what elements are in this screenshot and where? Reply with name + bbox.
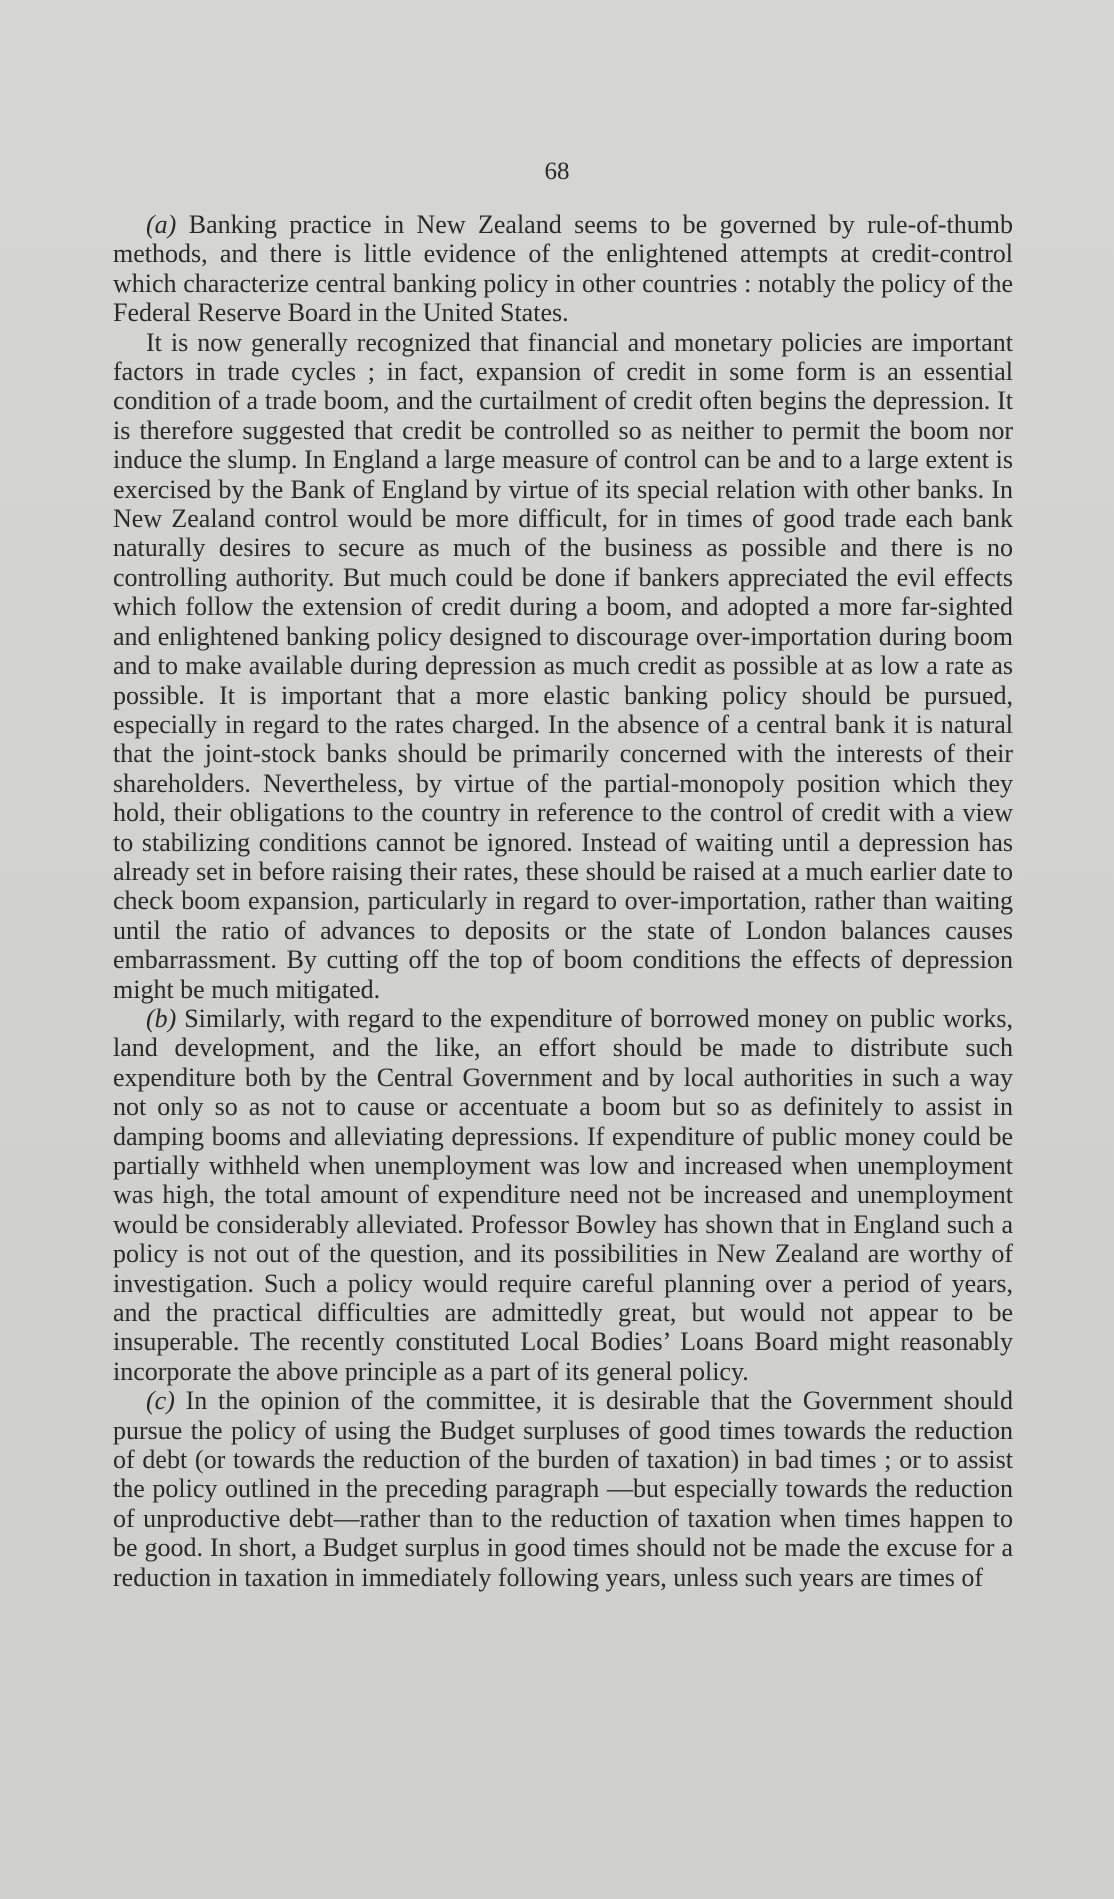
body-text [113,210,1013,1592]
paragraph-a [113,210,1013,328]
paragraph-marker-a: (a) [146,210,177,239]
paragraph-text-credit-control: It is now generally recognized that financial and monetary policies are important factors in trade cycles ; in fact, expansion of credit in some form is an essential condition of a trade boom, and the curtailment of credit often begins the depression. It is therefore suggested that credit be controlled so as neither to permit the boom nor induce the slump. In England a large measure of control can be and to a large extent is exercised by the Bank of England by virtue of its special relation with other banks. In New Zealand control would be more difficult, for in times of good trade each bank naturally desires to secure as much of the business as possible and there is no controlling authority. But much could be done if bankers appreciated the evil effects which follow the extension of credit during a boom, and adopted a more far-sighted and enlightened banking policy designed to discourage over-importation during boom and to make available during depression as much credit as possible at as low a rate as possible. It is important that a more elastic banking policy should be pursued, especially in regard to the rates charged. In the absence of a central bank it is natural that the joint-stock banks should be primarily concerned with the interests of their shareholders. Nevertheless, by virtue of the partial-monopoly position which they hold, their obligations to the country in reference to the control of credit with a view to stabilizing conditions cannot be ignored. Instead of waiting until a depression has already set in before raising their rates, these should be raised at a much earlier date to check boom expansion, particularly in regard to over-importation, rather than waiting until the ratio of advances to deposits or the state of London balances causes embarrassment. By cutting off the top of boom conditions the effects of depression might be much mitigated. [113,327,1013,1004]
paragraph-text-b: Similarly, with regard to the expenditure of borrowed money on public works, land development, and the like, an effort should be made to distribute such expenditure both by the Central Government and by local authorities in such a way not only so as not to cause or accentuate a boom but so as definitely to assist in damping booms and alleviating depressions. If expenditure of public money could be partially withheld when unemployment was low and increased when unemployment was high, the total amount of expenditure need not be increased and unemployment would be considerably alleviated. Professor Bowley has shown that in England such a policy is not out of the question, and its possibilities in New Zealand are worthy of investigation. Such a policy would require careful planning over a period of years, and the practical difficulties are admittedly great, but would not appear to be insuperable. The recently constituted Local Bodies’ Loans Board might reasonably incorporate the above principle as a part of its general policy. [113,1003,1013,1386]
paragraph-c [113,1386,1013,1592]
paragraph-marker-b: (b) [146,1003,177,1033]
page-number: 68 [544,158,570,185]
paragraph-b [113,1004,1013,1386]
paragraph-text-a: Banking practice in New Zealand seems to be governed by rule-of-thumb methods, and there is little evidence of the enlightened attempts at credit-control which characterize central banking policy in other countries : notably the policy of the Federal Reserve Board in the United States. [113,210,1013,328]
paragraph-text-c: In the opinion of the committee, it is desirable that the Government should pursue the policy of using the Budget surpluses of good times towards the reduction of debt (or towards the reduction of the burden of taxation) in bad times ; or to assist the policy outlined in the preceding paragraph —but especially towards the reduction of unproductive debt—rather than to the reduction of taxation when times happen to be good. In short, a Budget surplus in good times should not be made the excuse for a reduction in taxation in immediately following years, unless such years are times of [113,1386,1013,1592]
paragraph-marker-c: (c) [146,1386,175,1416]
paragraph-credit-control [113,328,1013,1004]
